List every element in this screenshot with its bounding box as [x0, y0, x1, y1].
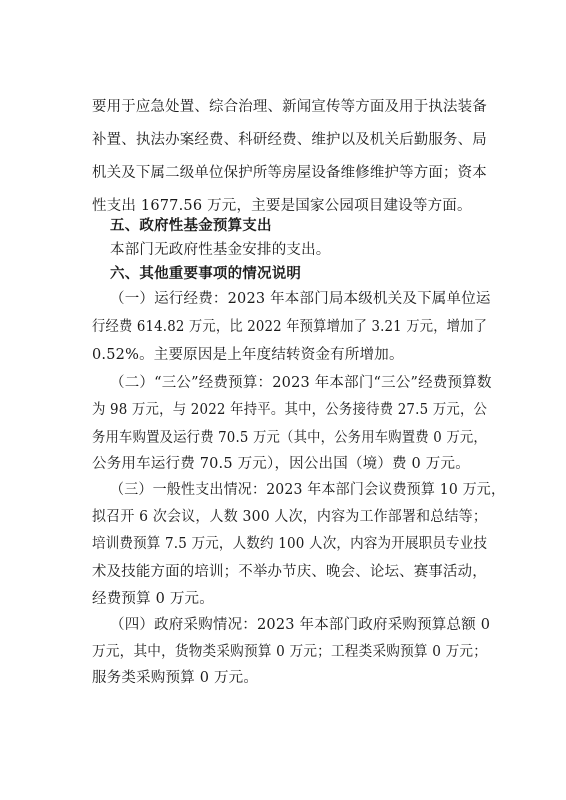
- paragraph-line: 机关及下属二级单位保护所等房屋设备维修维护等方面；资本: [92, 165, 487, 181]
- paragraph-line: 经费预算 0 万元。: [92, 591, 214, 607]
- paragraph-line: 服务类采购预算 0 万元。: [92, 670, 259, 686]
- paragraph-line: （二）“三公”经费预算：2023 年本部门“三公”经费预算数: [110, 375, 492, 391]
- paragraph-line: 0.52%。主要原因是上年度结转资金有所增加。: [92, 347, 404, 363]
- paragraph-line: 培训费预算 7.5 万元，人数约 100 人次，内容为开展职员专业技: [92, 536, 488, 552]
- paragraph-line: 术及技能方面的培训；不举办节庆、晚会、论坛、赛事活动，: [92, 564, 487, 580]
- paragraph-line: 性支出 1677.56 万元，主要是国家公园项目建设等方面。: [92, 198, 472, 214]
- paragraph-line: 本部门无政府性基金安排的支出。: [110, 242, 331, 258]
- paragraph-line: （四）政府采购情况：2023 年本部门政府采购预算总额 0: [110, 617, 491, 633]
- paragraph-line: 要用于应急处置、综合治理、新闻宣传等方面及用于执法装备: [92, 99, 487, 115]
- section-heading-5: 五、政府性基金预算支出: [110, 218, 272, 234]
- section-heading-6: 六、其他重要事项的情况说明: [110, 266, 302, 282]
- paragraph-line: （三）一般性支出情况：2023 年本部门会议费预算 10 万元，: [110, 482, 506, 498]
- paragraph-line: 拟召开 6 次会议，人数 300 人次，内容为工作部署和总结等；: [92, 509, 487, 525]
- paragraph-line: （一）运行经费：2023 年本部门局本级机关及下属单位运: [110, 291, 491, 307]
- paragraph-line: 为 98 万元，与 2022 年持平。其中，公务接待费 27.5 万元，公: [92, 402, 488, 418]
- paragraph-line: 补置、执法办案经费、科研经费、维护以及机关后勤服务、局: [92, 132, 487, 148]
- paragraph-line: 行经费 614.82 万元，比 2022 年预算增加了 3.21 万元，增加了: [92, 319, 488, 335]
- paragraph-line: 务用车购置及运行费 70.5 万元（其中，公务用车购置费 0 万元，: [92, 430, 487, 446]
- paragraph-line: 公务用车运行费 70.5 万元），因公出国（境）费 0 万元。: [92, 456, 470, 472]
- paragraph-line: 万元，其中，货物类采购预算 0 万元；工程类采购预算 0 万元；: [92, 644, 488, 660]
